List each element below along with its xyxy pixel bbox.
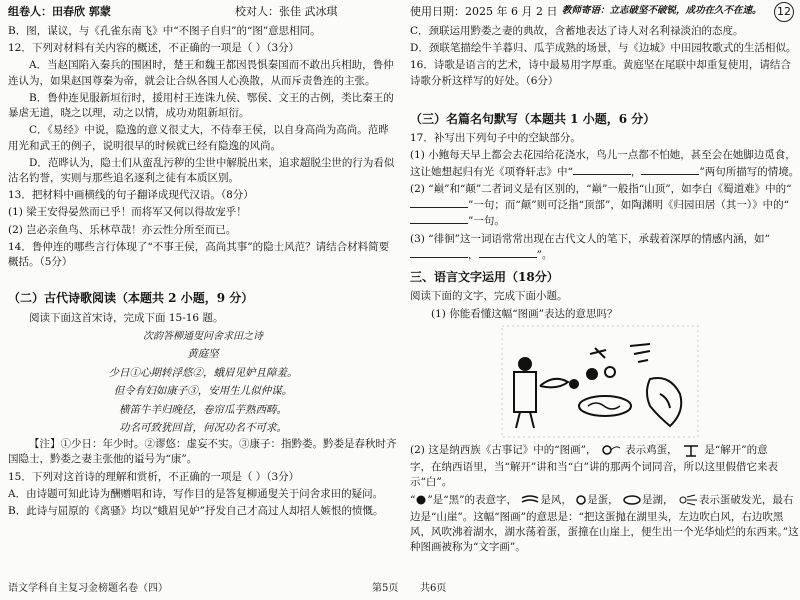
q18-para2-text-d: 是湖，: [642, 493, 674, 506]
section-poetry-title: （二）古代诗歌阅读（本题共 2 小题，9 分）: [8, 291, 254, 306]
q13-item-1: (1) 梁王安得晏然而已乎！而将军又何以得故宠乎！: [8, 206, 247, 219]
egg-circle-glyph-icon: [575, 494, 587, 506]
q17-2-text-a: (2) “巅”和“颠”二者词义是有区别的，“巅”一般指“山顶”，如李白《蜀道难》中的“: [410, 182, 792, 195]
poetry-intro: 阅读下面这首宋诗，完成下面 15-16 题。: [29, 311, 224, 324]
poem-line: 横笛牛羊归晚径，卷帘瓜芋熟西畴。: [119, 403, 287, 416]
footer-exam-title: 语文学科自主复习金榜题名卷（四）: [8, 582, 168, 594]
q17-3-text-a: (3) “徘徊”这一词语常常出现在古代文人的笔下，承载着深厚的情感内涵，如“: [410, 232, 770, 245]
header-motto: 教师寄语：立志破坚不破锐，成功在久不在速。: [562, 5, 762, 16]
q18-paragraph-3: 边是“山崖”。这幅“图画”的意思是：“把这蛋抛在湖里头，左边吹白风，右边吹黑风，风吹沸着湖水，湖水荡着蛋，蛋撞在山崖上，便生出一个光华灿烂的东西来。”这种图画被称为“文字画”。: [410, 510, 799, 554]
poem: [8, 328, 398, 437]
answer-blank[interactable]: [410, 197, 468, 208]
q17-3-text-b: ”。: [536, 248, 553, 261]
poem-line: 但令有妇如康子③，安用生儿似仲谋。: [113, 385, 293, 398]
q17-1-text-b: ”两句所描写的情境。: [699, 165, 800, 178]
q18-para2-text-a: 是“黑”的表意字，: [432, 493, 517, 506]
left-column: [8, 24, 398, 521]
q17-item-1: (1) 小鲍每天早上都会去花园给花浇水，鸟儿一点都不怕她，甚至会在她脚边觅食，这让她想起归有光《项脊轩志》中“ ， ”两句所描写的情境。: [410, 149, 800, 178]
q18-para2-text-c: 是蛋，: [587, 493, 619, 506]
question-17: 17．补写出下列句子中的空缺部分。: [410, 132, 581, 145]
answer-blank[interactable]: [641, 164, 699, 175]
q12-option-b: B．鲁仲连见服新垣衍时，援用村王连诛九侯、鄂侯、文王的古例，类比秦王的暴虐无道，晓之以理，动之以情，成功劝阻新垣衍。: [8, 91, 394, 120]
answer-blank[interactable]: [410, 247, 468, 258]
q17-item-2: [410, 182, 800, 230]
footer-page: 第5页: [372, 582, 399, 594]
q18-para2-text-e: 表示蛋破发光，最右: [698, 493, 794, 506]
q18-paragraph-2: “ ”是“黑”的表意字， 是风， 是蛋， 是湖， 表示蛋破发光，最右: [410, 493, 794, 506]
right-column: [410, 24, 800, 557]
black-dot-glyph-icon: [415, 494, 427, 506]
q15-option-a: A．由诗题可知此诗为酬赠唱和诗，写作目的是答复柳通叟关于问舍求田的疑问。: [8, 487, 384, 500]
q13-item-2: (2) 岂必亲鱼鸟、乐林草哉！亦云性分所至而已。: [8, 223, 237, 236]
lake-glyph-icon: [622, 494, 642, 506]
answer-blank[interactable]: [573, 164, 631, 175]
header-date: 使用日期：2025 年 6 月 2 日: [410, 5, 558, 18]
q12-option-a: A．当赵国陷入秦兵的围困时，楚王和魏王都因畏惧秦国而不敢出兵相助，鲁仲连认为，如果赵国尊秦为帝，就会让合纵各国人心涣散，从而斥责鲁连的主张。: [8, 59, 394, 87]
naxi-picture-writing: [500, 324, 700, 439]
q17-1-text-a: (1) 小鲍每天早上都会去花园给花浇水，鸟儿一点都不怕她，甚至会在她脚边觅食，这让她想起归有光《项脊轩志》中“: [410, 149, 796, 178]
poem-title: 次韵答柳通叟问舍求田之诗: [143, 330, 263, 342]
q18-item-2: [410, 443, 800, 458]
q12-option-b-head: B．图，谋议，与《孔雀东南飞》中“不图子自归”的“图”意思相同。: [8, 25, 321, 37]
q18-para2-text-b: 是风，: [540, 493, 572, 506]
untie-glyph-icon: [681, 443, 701, 457]
q17-2-text-c: ”一句。: [468, 215, 505, 228]
pictograph-image: [500, 324, 700, 439]
q15-option-b: B．此诗与屈原的《离骚》均以“蛾眉见妒”抒发自己才高过人却招人嫉恨的愤慨。: [8, 505, 384, 518]
question-15: 15．下列对这首诗的理解和赏析，不正确的一项是（ ）（3分）: [8, 470, 300, 483]
q17-2-text-b: ”一句；而“颠”则可泛指“顶部”，如陶渊明《归园田居（其一）》中的“: [468, 199, 789, 212]
section-language-title: 三、语言文字运用（18分）: [410, 270, 559, 285]
poem-line: 功名可致犹回首，何况功名不可求。: [119, 421, 287, 434]
header-author: 组卷人：田春欣 郭蒙: [8, 5, 111, 18]
header-reviewer: 校对人：张佳 武冰琪: [235, 5, 338, 18]
q12-option-c: C．《易经》中说，隐逸的意义很丈大，不侍奉王侯，以自身高尚为高尚。范晔用光和武王的例子，说明很早的时候就已经有隐逸的风尚。: [8, 124, 389, 152]
q18-intro: 阅读下面的文字，完成下面小题。: [410, 290, 568, 303]
question-16: 16．诗歌是语言的艺术，诗中最易用字厚重。黄庭坚在尾联中却重复使用，请结合诗歌分析这样写的好处。（6分）: [410, 59, 791, 87]
section-dictation-title: （三）名篇名句默写（本题共 1 小题，6 分）: [410, 111, 656, 126]
poem-line: 少日①心期转浮悠②，蛾眉见妒且障羞。: [108, 366, 298, 379]
poem-note: 【注】①少日：年少时。②谬悠：虚妄不实。③康子：指黔娄。黔娄是春秋时齐国隐士，黔娄之妻主张他的谥号为“康”。: [8, 438, 397, 466]
q17-item-3: (3) “徘徊”这一词语常常出现在古代文人的笔下，承载着深厚的情感内涵，如“， ”。: [410, 232, 770, 261]
question-14: 14．鲁仲连的哪些言行体现了“不事王侯，高尚其事”的隐士风范？请结合材料简要概括。（5分）: [8, 240, 390, 269]
q15-option-d: D．颈联笔描绘牛羊暮归、瓜芋成熟的场景，与《边城》中田园牧歌式的生活相似。: [410, 42, 797, 55]
wind-glyph-icon: [520, 494, 540, 506]
answer-blank[interactable]: [410, 213, 468, 224]
q15-option-c: C．颈联运用黔娄之妻的典故，含蓄地表达了诗人对名利禄淡泊的态度。: [410, 25, 744, 37]
question-13: 13．把材料中画横线的句子翻译成现代汉语。（8分）: [8, 189, 254, 202]
answer-blank[interactable]: [479, 247, 537, 258]
question-12: 12．下列对材料有关内容的概述，不正确的一项是（ ）（3分）: [8, 42, 300, 55]
q18-paragraph-1: 字，在纳西语里，当“解开”讲和当“白”讲的那两个词同音，所以这里假借它来表示“白”。: [410, 461, 778, 489]
q18-2-text-b: 表示鸡蛋，: [625, 443, 678, 456]
footer-total-pages: 共6页: [420, 582, 447, 594]
q12-option-d: D．范晔认为，隐士们从蛮乱污秽的尘世中解脱出来，追求超脱尘世的行为看似沽名钓誉，实则与那些追名逐利之徒有本质区别。: [8, 156, 395, 184]
page-number-circle: 12: [774, 2, 794, 22]
q18-2-text-c: 是“解开”的意: [704, 443, 768, 456]
egg-glyph-icon: [600, 443, 622, 457]
q18-2-text-a: (2) 这是纳西族《古事记》中的“图画”，: [410, 443, 597, 456]
q18-item-1: (1) 你能看懂这幅“图画”表达的意思吗？: [431, 307, 618, 320]
poem-author: 黄庭坚: [187, 348, 219, 361]
egg-light-glyph-icon: [677, 494, 699, 506]
